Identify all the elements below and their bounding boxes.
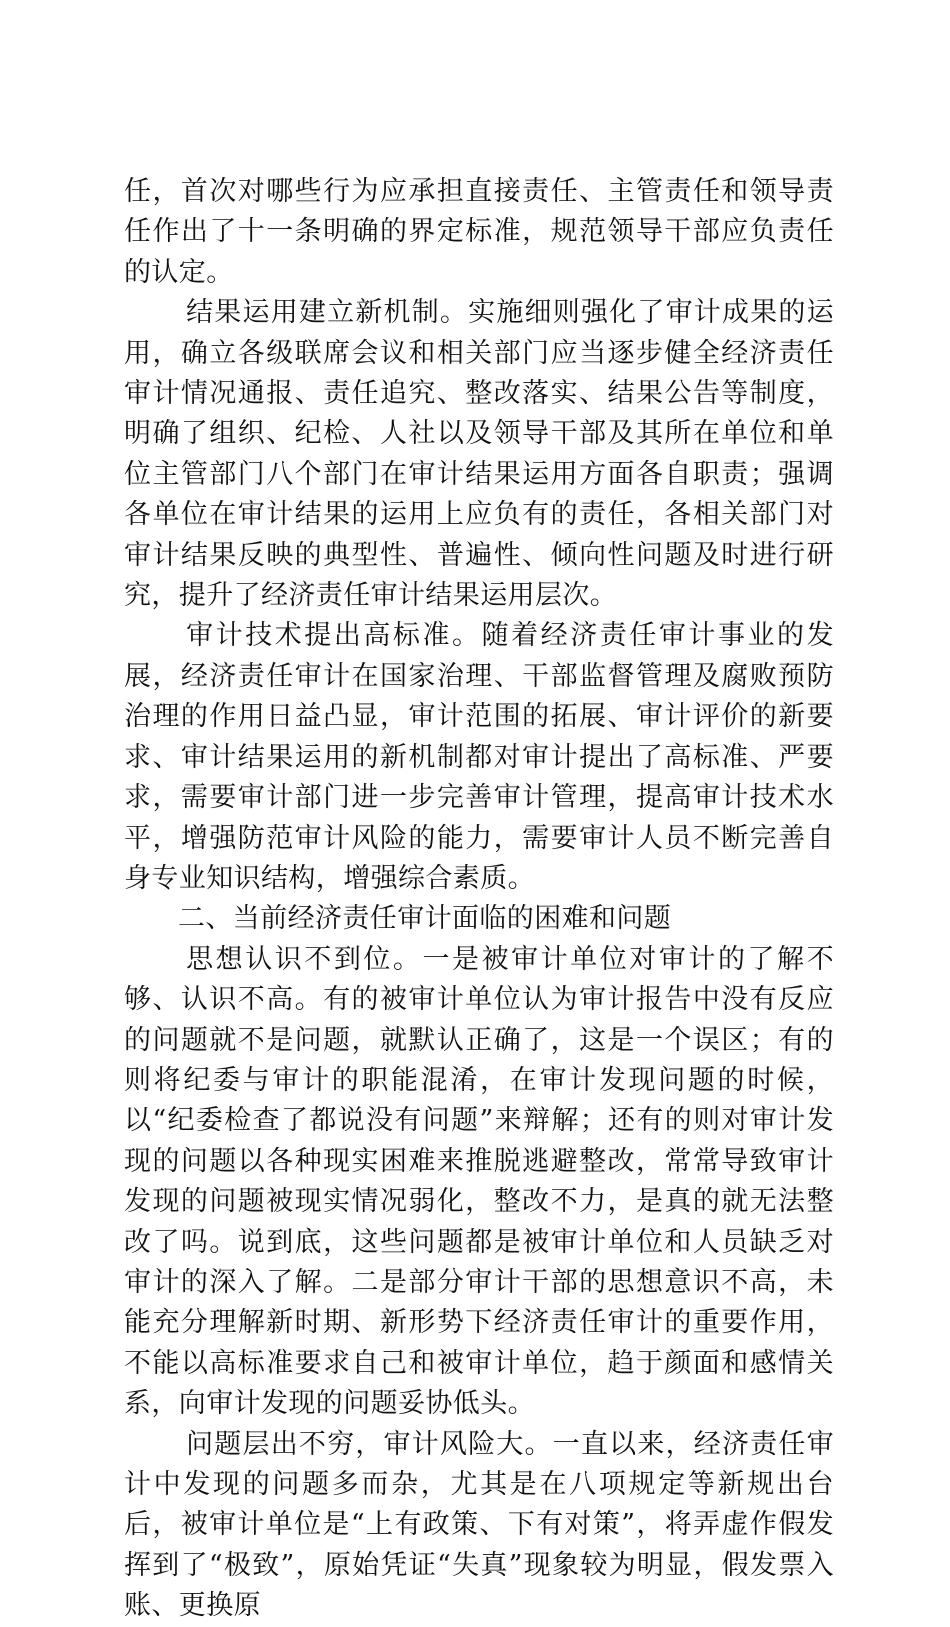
document-body <box>124 172 834 1627</box>
paragraph-audit-technology: 审计技术提出高标准。随着经济责任审计事业的发展，经济责任审计在国家治理、干部监督管理及腐败预防治理的作用日益凸显，审计范围的拓展、审计评价的新要求、审计结果运用的新机制都对审计提出了高标准、严要求，需要审计部门进一步完善审计管理，提高审计技术水平，增强防范审计风险的能力，需要审计人员不断完善自身专业知识结构，增强综合素质。 <box>124 620 834 894</box>
paragraph-continuation: 任，首次对哪些行为应承担直接责任、主管责任和领导责任作出了十一条明确的界定标准，规范领导干部应负责任的认定。 <box>124 176 834 288</box>
paragraph-audit-risk: 问题层出不穷，审计风险大。一直以来，经济责任审计中发现的问题多而杂，尤其是在八项规定等新规出台后，被审计单位是“上有政策、下有对策”，将弄虚作假发挥到了“极致”，原始凭证“失真”现象较为明显，假发票入账、更换原 <box>124 1428 834 1622</box>
paragraph-awareness: 思想认识不到位。一是被审计单位对审计的了解不够、认识不高。有的被审计单位认为审计报告中没有反应的问题就不是问题，就默认正确了，这是一个误区；有的则将纪委与审计的职能混淆，在审计发现问题的时候，以“纪委检查了都说没有问题”来辩解；还有的则对审计发现的问题以各种现实困难来推脱逃避整改，常常导致审计发现的问题被现实情况弱化，整改不力，是真的就无法整改了吗。说到底，这些问题都是被审计单位和人员缺乏对审计的深入了解。二是部分审计干部的思想意识不高，未能充分理解新时期、新形势下经济责任审计的重要作用，不能以高标准要求自己和被审计单位，趋于颜面和感情关系，向审计发现的问题妥协低头。 <box>124 943 834 1420</box>
paragraph-result-application: 结果运用建立新机制。实施细则强化了审计成果的运用，确立各级联席会议和相关部门应当逐步健全经济责任审计情况通报、责任追究、整改落实、结果公告等制度，明确了组织、纪检、人社以及领导干部及其所在单位和单位主管部门八个部门在审计结果运用方面各自职责；强调各单位在审计结果的运用上应负有的责任，各相关部门对审计结果反映的典型性、普遍性、倾向性问题及时进行研究，提升了经济责任审计结果运用层次。 <box>124 297 834 612</box>
section-heading: 二、当前经济责任审计面临的困难和问题 <box>178 903 672 935</box>
